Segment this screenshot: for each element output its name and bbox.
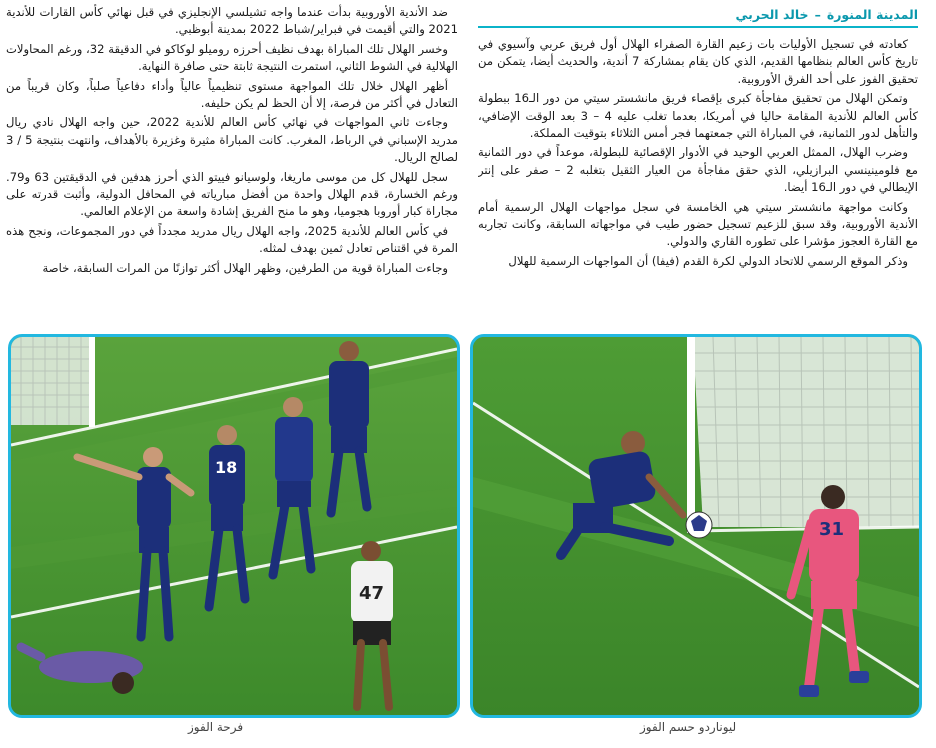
photo-goal [470, 334, 922, 718]
paragraph: وكانت مواجهة مانشستر سيتي هي الخامسة في سجل مواجهات الهلال الرسمية أمام الأندية الأوروبية، وقد سبق للزعيم تسجيل حضور طيب في مواجهاته السابقة، وكانت تجاربه مع القارة العجوز مؤشرا على تطوره القاري والدولي. [478, 199, 918, 249]
paragraph: وذكر الموقع الرسمي للاتحاد الدولي لكرة القدم (فيفا) أن المواجهات الرسمية للهلال [508, 253, 908, 268]
article-column-right [478, 4, 918, 329]
jersey-number-47: 47 [359, 583, 385, 604]
paragraph: ضد الأندية الأوروبية بدأت عندما واجه تشيلسي الإنجليزي في قبل نهائي كأس القارات للأندية 2021 والتي أقيمت في فبراير/شباط 2022 بمدينة أبوظبي. [6, 5, 458, 37]
photo-caption-right: ليوناردو حسم الفوز [640, 720, 737, 734]
paragraph: وضرب الهلال، الممثل العربي الوحيد في الأدوار الإقصائية للبطولة، موعداً في دور الثمانية مع فلومينينسي البرازيلي، الذي حقق مفاجأة من العيار الثقيل بتغلبه 2 – صفر على إنتر الإيطالي في دور الـ16 أيضا. [478, 145, 918, 195]
goal-net [687, 337, 919, 533]
paragraph: وتمكن الهلال من تحقيق مفاجأة كبرى بإقصاء فريق مانشستر سيتي من دور الـ16 ببطولة كأس العالم للأندية المقامة حاليا في أمريكا، بعدما تغلب عليه 4 – 3 بعد الوقت الإضافي، والتأهل لدور الثمانية، في المباراة التي جمعتهما فجر أمس الثلاثاء بتوقيت المملكة. [478, 91, 918, 141]
article-column-left [6, 4, 458, 329]
jersey-number-31: 31 [819, 519, 845, 540]
paragraph: في كأس العالم للأندية 2025، واجه الهلال ريال مدريد مجدداً في دور المجموعات، ونجح هذه المرة في اقتناص تعادل ثمين بهدف لمثله. [6, 223, 458, 256]
photo-caption-left: فرحة الفوز [188, 720, 244, 734]
byline-separator: – [814, 7, 821, 23]
celebration-illustration [11, 337, 457, 715]
paragraph: كعادته في تسجيل الأوليات بات زعيم القارة الصفراء الهلال أول فريق عربي وآسيوي في تاريخ كأس العالم بنظامها القديم، الذي كان يقام بمشاركة 7 أندية، والحديث أيضا، يتمكن من تحقيق الفوز على أحد الفرق الأوروبية. [478, 37, 918, 86]
football [686, 512, 712, 538]
byline-author: خالد الحربي [735, 7, 809, 23]
byline-location: المدينة المنورة [826, 7, 918, 23]
goal-illustration [473, 337, 919, 715]
paragraph: وجاءت ثاني المواجهات في نهائي كأس العالم للأندية 2022، حين واجه الهلال نادي ريال مدريد الإسباني في الرباط، المغرب. كانت المباراة مثيرة وغزيرة بالأهداف، وانتهت بنتيجة 5 / 3 لصالح الريال. [6, 115, 458, 165]
paragraph: سجل للهلال كل من موسى ماريغا، ولوسيانو فييتو الذي أحرز هدفين في الدقيقتين 63 و79. ورغم الخسارة، قدم الهلال واحدة من أفضل مبارياته في المحافل الدولية، وأثبت قدرته على مجاراة كبار أوروبا هجوميا، وهو ما منح الفريق إشادة واسعة من الإعلام العالمي. [6, 169, 458, 219]
paragraph: أظهر الهلال خلال تلك المواجهة مستوى تنظيمياً عالياً وأداء دفاعياً صلباً، وكان قريباً من التعادل في أكثر من فرصة، إلا أن الحظ لم يكن حليفه. [6, 78, 458, 111]
photo-celebration [8, 334, 460, 718]
byline [478, 4, 918, 28]
paragraph: وخسر الهلال تلك المباراة بهدف نظيف أحرزه روميلو لوكاكو في الدقيقة 32، ورغم المحاولات الهلالية في الشوط الثاني، استمرت النتيجة ثابتة حتى صافرة النهاية. [6, 41, 458, 74]
paragraph: وجاءت المباراة قوية من الطرفين، وظهر الهلال أكثر توازنًا من المرات السابقة، خاصة [42, 260, 448, 275]
goal-net [11, 337, 95, 427]
jersey-number-18: 18 [215, 458, 238, 477]
